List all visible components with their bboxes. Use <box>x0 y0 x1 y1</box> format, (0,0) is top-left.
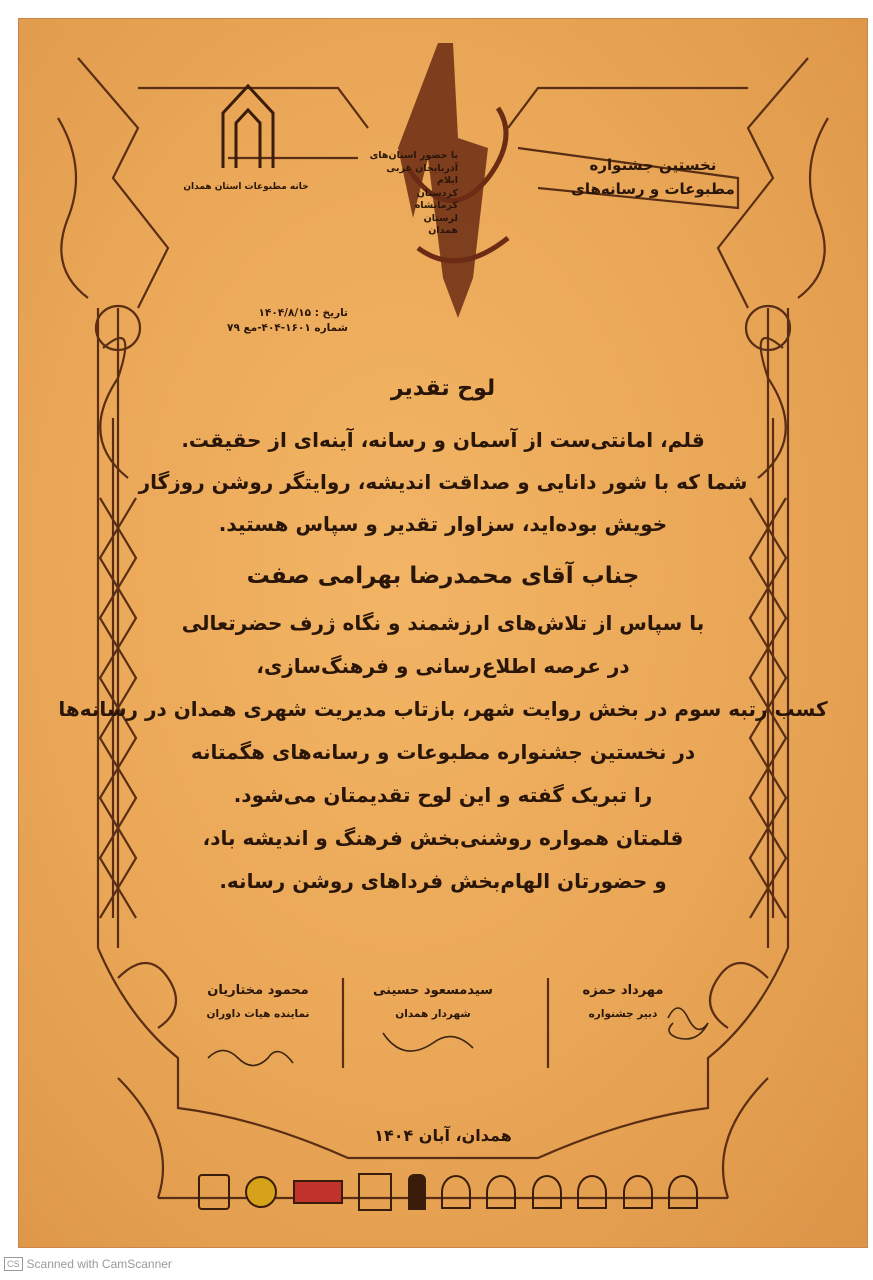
body-line: با سپاس از تلاش‌های ارزشمند و نگاه ژرف حضرتعالی <box>181 611 705 635</box>
sponsor-logo <box>245 1176 277 1208</box>
honoree-name: جناب آقای محمدرضا بهرامی صفت <box>246 563 640 589</box>
issue-number: شماره ۱۶۰۱-۴۰۴-مع ۷۹ <box>227 322 348 334</box>
signatory-role: نماینده هیات داوران <box>206 1008 310 1020</box>
press-house-caption: خانه مطبوعات استان همدان <box>183 182 309 192</box>
sponsor-logo <box>358 1173 392 1211</box>
certificate-paper <box>18 18 868 1248</box>
signatory-name: محمود مختاریان <box>207 983 309 998</box>
signatory-role: شهردار همدان <box>395 1008 471 1020</box>
festival-heading-line-2: مطبوعات و رسانه‌های <box>571 180 735 198</box>
province-line: آذربایجان غربی <box>386 162 458 174</box>
emblem-logo <box>668 1175 698 1209</box>
camscanner-badge: CS <box>4 1257 23 1271</box>
emblem-logo <box>441 1175 471 1209</box>
body-line: و حضورتان الهام‌بخش فرداهای روشن رسانه. <box>219 869 667 893</box>
signatory-name: سیدمسعود حسینی <box>373 983 493 998</box>
emblem-logo <box>532 1175 562 1209</box>
intro-line: خویش بوده‌اید، سزاوار تقدیر و سپاس هستید. <box>218 512 668 536</box>
body-line: در نخستین جشنواره مطبوعات و رسانه‌های هگمتانه <box>190 740 696 764</box>
festival-heading <box>558 153 748 201</box>
date-number-block <box>173 306 348 336</box>
sponsor-logo <box>198 1174 230 1210</box>
camscanner-watermark <box>4 1255 172 1273</box>
emblem-logo <box>623 1175 653 1209</box>
sponsor-logo <box>408 1174 426 1210</box>
body-line: را تبریک گفته و این لوح تقدیمتان می‌شود. <box>233 783 653 807</box>
province-line: همدان <box>428 225 458 236</box>
sponsor-logo-row <box>198 1170 698 1214</box>
body-line: قلمتان همواره روشنی‌بخش فرهنگ و اندیشه باد، <box>202 826 684 850</box>
intro-line: شما که با شور دانایی و صداقت اندیشه، روایتگر روشن روزگار <box>138 470 748 494</box>
body-line: کسب رتبه سوم در بخش روایت شهر، بازتاب مدیریت شهری همدان در رسانه‌ها <box>58 697 828 721</box>
camscanner-text: Scanned with CamScanner <box>26 1257 172 1271</box>
festival-heading-line-1: نخستین جشنواره <box>589 156 717 174</box>
issue-date: تاریخ : ۱۴۰۴/۸/۱۵ <box>258 307 348 319</box>
signatory-role: دبیر جشنواره <box>588 1008 658 1020</box>
province-line: با حضور استان‌های <box>369 150 458 161</box>
province-line: لرستان <box>423 212 458 224</box>
province-line: کردستان <box>416 187 458 199</box>
certificate-title: لوح تقدیر <box>390 376 496 401</box>
emblem-logo <box>577 1175 607 1209</box>
intro-line: قلم، امانتی‌ست از آسمان و رسانه، آینه‌ای از حقیقت. <box>181 428 705 452</box>
signatory-name: مهرداد حمزه <box>582 983 664 998</box>
emblem-logo <box>486 1175 516 1209</box>
province-line: ایلام <box>437 175 458 186</box>
participating-provinces <box>308 150 458 238</box>
place-and-date: همدان، آبان ۱۴۰۴ <box>374 1126 512 1145</box>
body-line: در عرصه اطلاع‌رسانی و فرهنگ‌سازی، <box>256 654 630 678</box>
sponsor-logo <box>293 1180 343 1204</box>
province-line: کرمانشاه <box>414 200 458 211</box>
